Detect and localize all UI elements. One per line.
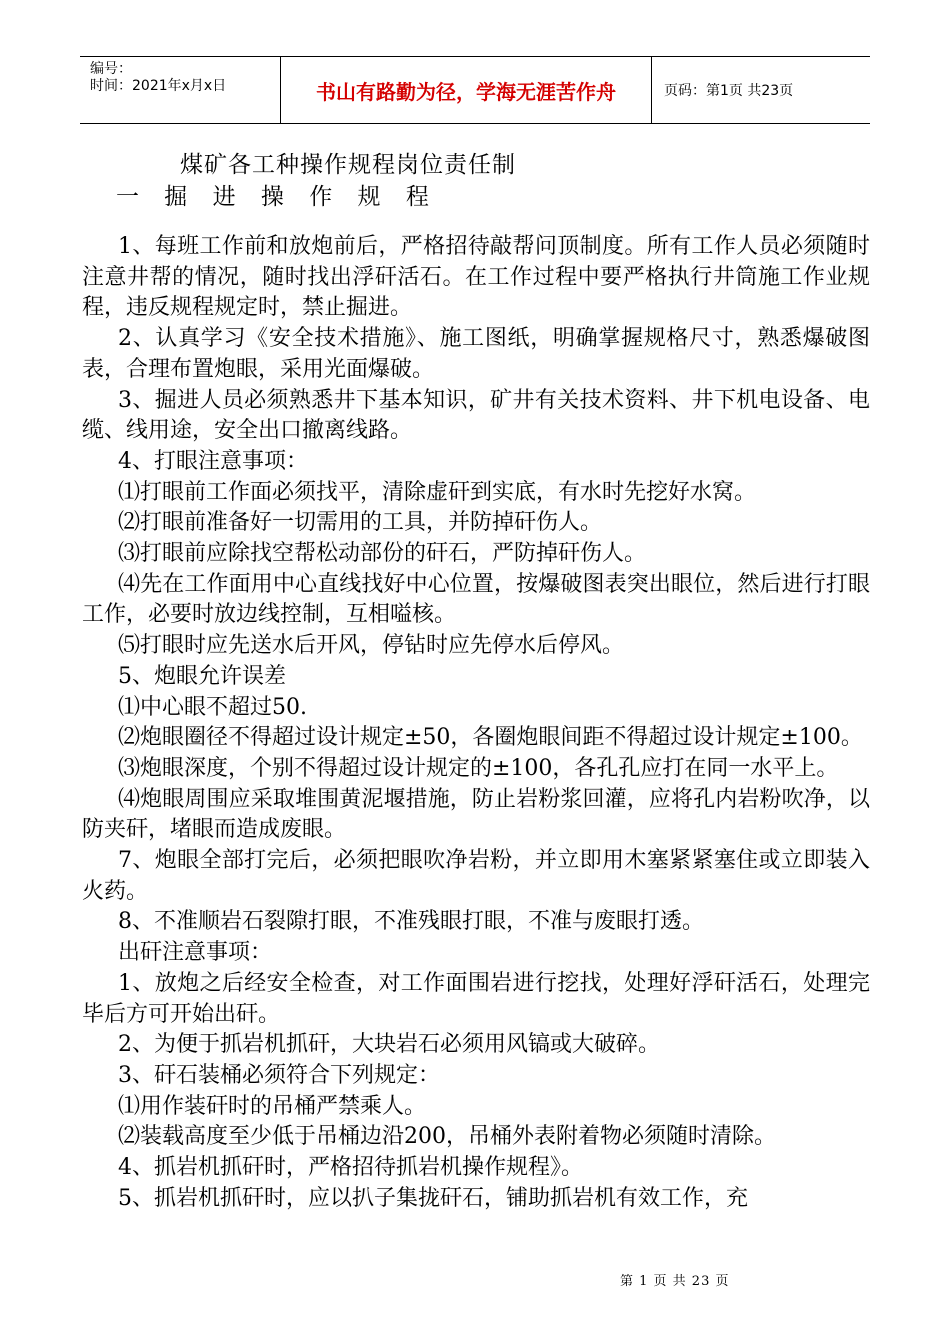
- paragraph: 7、炮眼全部打完后，必须把眼吹净岩粉，并立即用木塞紧紧塞住或立即装入火药。: [82, 848, 870, 904]
- paragraph: ⑶打眼前应除找空帮松动部份的矸石，严防掉矸伤人。: [118, 541, 647, 567]
- paragraph: 2、为便于抓岩机抓矸，大块岩石必须用风镐或大破碎。: [118, 1032, 660, 1058]
- paragraph: 3、矸石装桶必须符合下列规定：: [118, 1062, 440, 1088]
- document-number-label: 编号：: [90, 61, 132, 77]
- header-meta: [80, 57, 280, 123]
- paragraph: ⑵炮眼圈径不得超过设计规定±50，各圈炮眼间距不得超过设计规定±100。: [118, 725, 863, 751]
- paragraph: ⑷炮眼周围应采取堆围黄泥堰措施，防止岩粉浆回灌，应将孔内岩粉吹净，以防夹矸，堵眼而造成废眼。: [82, 786, 870, 843]
- header-motto: 书山有路勤为径，学海无涯苦作舟: [280, 57, 652, 123]
- paragraph: 4、抓岩机抓矸时，严格招待抓岩机操作规程》。: [118, 1155, 583, 1181]
- paragraph: ⑵打眼前准备好一切需用的工具，并防掉矸伤人。: [118, 510, 603, 536]
- page-header: [80, 56, 870, 124]
- paragraph: 5、抓岩机抓矸时，应以扒子集拢矸石，铺助抓岩机有效工作，充: [118, 1185, 748, 1211]
- page-footer: 第 1 页 共 23 页: [620, 1274, 730, 1289]
- document-body: [82, 232, 870, 1215]
- paragraph: 8、不准顺岩石裂隙打眼，不准残眼打眼，不准与废眼打透。: [118, 909, 704, 935]
- paragraph: 5、炮眼允许误差: [118, 663, 286, 689]
- paragraph: ⑷先在工作面用中心直线找好中心位置，按爆破图表突出眼位，然后进行打眼工作，必要时放边线控制，互相嗌核。: [82, 571, 870, 628]
- paragraph: 4、打眼注意事项：: [118, 448, 308, 474]
- paragraph: ⑵装载高度至少低于吊桶边沿200，吊桶外表附着物必须随时清除。: [118, 1124, 776, 1150]
- header-page-number: 页码：第1页 共23页: [664, 83, 794, 99]
- paragraph: ⑴中心眼不超过50.: [118, 694, 307, 720]
- document-time-label: 时间：2021年x月x日: [90, 78, 227, 94]
- paragraph: ⑸打眼时应先送水后开风，停钻时应先停水后停风。: [118, 633, 625, 659]
- paragraph: ⑶炮眼深度，个别不得超过设计规定的±100，各孔孔应打在同一水平上。: [118, 755, 839, 781]
- section-heading: 一 掘 进 操 作 规 程: [116, 184, 438, 210]
- paragraph: 1、放炮之后经安全检查，对工作面围岩进行挖找，处理好浮矸活石，处理完毕后方可开始出矸。: [82, 970, 870, 1027]
- paragraph: 1、每班工作前和放炮前后，严格招待敲帮问顶制度。所有工作人员必须随时注意井帮的情况，随时找出浮矸活石。在工作过程中要严格执行井筒施工作业规程，违反规程规定时，禁止掘进。: [82, 234, 870, 321]
- paragraph: 3、掘进人员必须熟悉井下基本知识，矿井有关技术资料、井下机电设备、电缆、线用途，安全出口撤离线路。: [82, 387, 870, 444]
- paragraph: ⑴打眼前工作面必须找平，清除虚矸到实底，有水时先挖好水窝。: [118, 479, 757, 505]
- paragraph: ⑴用作装矸时的吊桶严禁乘人。: [118, 1093, 427, 1119]
- document-title: 煤矿各工种操作规程岗位责任制: [180, 152, 516, 178]
- paragraph: 出矸注意事项：: [118, 940, 273, 966]
- paragraph: 2、认真学习《安全技术措施》、施工图纸，明确掌握规格尺寸，熟悉爆破图表，合理布置炮眼，采用光面爆破。: [82, 326, 870, 382]
